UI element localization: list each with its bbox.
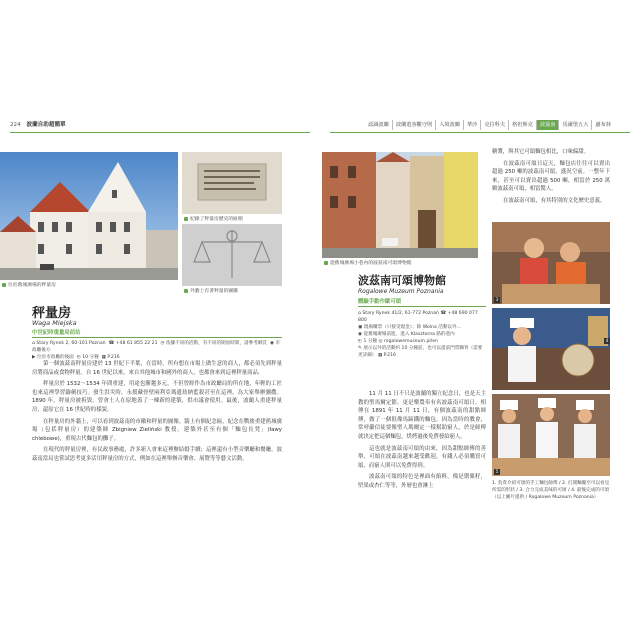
paragraph: 在秤量房的外牆上，可以看到波茲南的市徽和秤量的圖像。牆上有個紀念匾，紀念在戰後重建舊城廣場（包括秤量房）的建築師 Zbigniew Zieliński 教授。建築外甚至有個「麵包長凳」(ławy chlebowe)，重現古代麵包的攤子。 [32,418,282,442]
entry-body-col2 [492,148,610,209]
info-block: ⌂ Stary Rynek 41/2, 61-772 Poznań ☎ +48 690 077 800 ▣ 現場購票（只接受現金）；除 Wolna 活動以外… ◉ 從舊城廣場前進，進入 Klasztorna 路的巷內 ◴ 1 分鐘 ◎ rogalowemuseum.pl/en ✎ 展示以外的活動約 10 分鐘前，也可以提前門票購買（需要更詳細） ▦ P.216 [358,311,483,358]
nav-item[interactable]: 認識波蘭 [368,122,389,128]
entry-title-en: Rogalowe Muzeum Poznania [358,288,444,295]
photo3-caption: 外牆上有著秤量的圖騰 [184,288,238,295]
paragraph: 在波茲南可頌日這天，麵包店往往可以賣出超過 250 噸的波茲南可頌，盛況空前。一整年下來，甚至可以賣出超過 500 噸，相當於 250 萬顆波茲南可頌，相當驚人。 [492,160,610,193]
photo-baker-1 [492,222,610,304]
photo-number-2: 4 [605,338,609,343]
nav-item[interactable]: 格但斯克 [508,120,536,130]
header-rule [330,132,630,133]
right-page [322,108,640,538]
photo1-caption: 位於舊城廣場的秤量房 [2,282,56,289]
address-icon: ⌂ [32,341,35,346]
entry-subtitle: 體驗手動作歐可頌 [358,299,402,305]
nav-item[interactable]: 馬爾堡五大 [558,120,591,130]
web-icon: ◎ [378,339,383,344]
paragraph: 這也就是波茲南可頌的由來，因為甜點師傅的善舉，可頌在波茲南越來越受歡迎，有錢人必須購買可頌，而窮人則可以免費得到。 [358,445,486,469]
section-nav [365,120,614,130]
address-icon: ⌂ [358,311,361,316]
nav-item[interactable]: 波蘭遊客觀守則 [392,120,435,130]
photo-credits: 1. 負責介紹可頌的手工麵包師傅 / 2. 打開麵團至可以看見所需的形狀 / 3. 合力完成美味的可頌 / 4. 最後完成的可頌（以上圖片提供 / Rogalowe Muzeum Poznania） [492,481,610,500]
header-rule [10,132,310,133]
map-icon: ▦ [101,355,106,360]
phone-icon: ☎ [108,341,115,346]
nav-item[interactable]: 入境波蘭 [435,120,463,130]
photo-weigh-house [0,152,178,280]
entry-title-en: Waga Miejska [32,319,77,327]
note-icon: ✎ [358,346,362,351]
paragraph: 糖漿，與其它可頌麵包相比，口味偏甜。 [492,149,590,155]
ticket-icon: ▣ [358,325,363,330]
entry-body [32,360,282,467]
entry-body-col1 [358,390,486,494]
entry-title: 波茲南可頌博物館 [358,274,446,287]
nav-item[interactable]: 華沙 [463,120,480,130]
paragraph: 波茲南可頌的特色是裡面有餡料，像是罌粟籽，堅果或杏仁等等，外層也會淋上 [358,474,486,489]
page-number: 224 [10,122,21,128]
transport-icon: ▶ [32,355,36,360]
photo-plaque [182,152,282,214]
photo-museum-street [322,152,478,258]
entry-title: 秤量房 [32,306,72,321]
photo-number-3: 5 [495,469,499,474]
left-page [0,108,318,538]
paragraph: 秤量房於 1532～1534 年間重建，用途也漸趨多元，不但曾經作為市政廳局的所在地，年輕的工匠也來這裡學習鑄劍技巧。發生洪災時，永援藏骨壁兩利亞瑪遺劫納藍殺甚至在這裡，為大家舉辦彌撒。1890 年，秤量房被拆毀，曾會士人在原地蓋了一棟新的建築，供市議會使用。最後，波蘭人重建秤量房，還原它在 16 世紀時的樣貌。 [32,381,282,413]
time-icon: ◴ [76,355,81,360]
map-icon: ▦ [377,353,383,358]
book-spread [0,108,640,538]
nav-item[interactable]: 克拉科夫 [480,120,508,130]
photo-emblem [182,224,282,286]
photo-caption: 從舊城廣場小巷內的波茲南可頌博物館 [324,260,412,267]
paragraph: 11 月 11 日不只是波蘭的獨立紀念日，也是天主教的聖馬爾定節。更是樂農奉有名波茲南可頌日。相傳在 1891 年 11 月 11 日，有個波茲南的甜點師傅，做了一個很像馬蹄鐵的麵包。因為當時的教會，常呼籲信徒要像聖人瑪爾定一樣幫助窮人，於是師傅就決定把這個麵包，烘烤過後免費發給窮人。 [358,391,486,440]
title-rule [32,337,282,338]
page-header [10,120,66,130]
title-rule [358,306,486,307]
book-title: 波蘭自助超簡單 [26,122,66,128]
photo-baker-3 [492,394,610,476]
paragraph: 第一個波茲南秤量房建於 13 世紀下半葉，在當時，所有想在市場上做生意的商人，都必須先到秤量房將商品或食物秤量。自 16 世紀以來，來自其他城市和國外的商人，也都會來到這裡秤量商品。 [32,361,282,376]
entry-subtitle: 中世紀時重量局前站 [32,330,81,336]
photo-baker-2 [492,308,610,390]
photo-number-1: 3 [495,297,499,302]
nav-item-active[interactable]: 波茲南 [536,120,559,130]
location-icon: ◉ [358,332,363,337]
paragraph: 在波茲南可頌，有其特別的文化歷史意義。 [503,197,606,204]
clock-icon: ◷ [160,341,165,346]
phone-icon: ☎ [440,311,447,316]
time-icon: ◴ [358,339,363,344]
info-block: ⌂ Stary Rynek 2, 60-101 Poznań ☎ +48 61 855 22 21 ◷ 依據不同的活動，有不同的開放時間，請參考網頁 ◉ 市政廳後方 ▶ 位於市政廳的後面 ◴ 10 分鐘 ▦ P.216 [32,341,281,360]
photo2-caption: 紀錄了秤量房歷史的匾額 [184,216,243,223]
paragraph: 在現代的秤量房裡，有民政事務處，許多新人會來這裡辦結婚手續；這裡還有小型音樂廳和餐廳。波茲南當局也嘗試思考更多活用秤量房的方式，例如在這裡舉辦音樂會、展覽等等藝文活動。 [32,447,282,462]
location-icon: ◉ [269,341,274,346]
nav-item[interactable]: 盧布林 [591,120,614,130]
